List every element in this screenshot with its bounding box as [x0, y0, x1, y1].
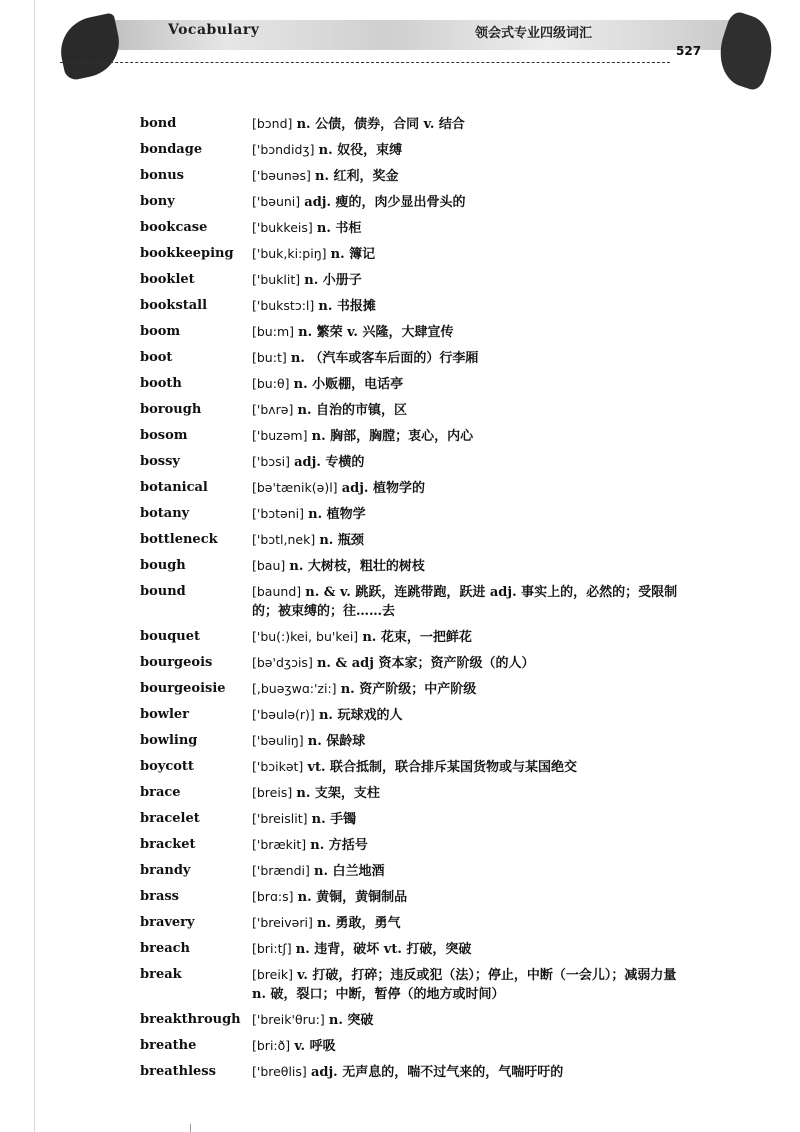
entry-word: bondage [140, 142, 203, 157]
entry-word: brass [140, 889, 179, 904]
entry-word: breach [140, 941, 191, 956]
entry-definition [252, 374, 692, 394]
entry-definition [252, 452, 692, 472]
entry-word: booklet [140, 272, 195, 287]
vocabulary-entry [0, 809, 800, 829]
vocabulary-entry [0, 861, 800, 881]
vocabulary-entry [0, 452, 800, 472]
entry-word: boom [140, 324, 181, 339]
entry-meaning: n. 红利，奖金 [315, 169, 399, 184]
entry-definition [252, 114, 692, 134]
entry-definition [252, 192, 692, 212]
entry-definition [252, 1010, 692, 1030]
vocabulary-entry [0, 166, 800, 186]
entry-word: bracket [140, 837, 196, 852]
entry-definition [252, 348, 692, 368]
vocabulary-entry [0, 270, 800, 290]
bottom-tick-mark [190, 1124, 191, 1132]
vocabulary-entry [0, 426, 800, 446]
entry-meaning: n. 手镯 [311, 812, 357, 827]
entry-definition [252, 913, 692, 933]
header-title: Vocabulary [168, 22, 260, 38]
entry-pronunciation: [brɑ:s] [252, 889, 294, 904]
entry-word: breathe [140, 1038, 197, 1053]
entry-definition [252, 530, 692, 550]
vocabulary-entry [0, 913, 800, 933]
entry-definition [252, 218, 692, 238]
entry-meaning: vt. 联合抵制，联合排斥某国货物或与某国绝交 [307, 760, 578, 775]
vocabulary-entry [0, 556, 800, 576]
vocabulary-entry [0, 114, 800, 134]
entry-word: bourgeois [140, 655, 213, 670]
entry-word: bonus [140, 168, 184, 183]
entry-pronunciation: ['bukkeis] [252, 220, 313, 235]
vocabulary-entry [0, 400, 800, 420]
entry-pronunciation: ['bəulə(r)] [252, 707, 315, 722]
vocabulary-entry [0, 731, 800, 751]
entry-pronunciation: [baund] [252, 584, 302, 599]
entry-meaning: n. & v. 跳跃，连跳带跑，跃进 adj. 事实上的，必然的；受限制的；被束缚的；往……去 [252, 585, 678, 619]
entry-pronunciation: [bri:ð] [252, 1038, 291, 1053]
entry-word: bond [140, 116, 177, 131]
entry-definition [252, 705, 692, 725]
entry-word: bookstall [140, 298, 208, 313]
entry-meaning: n. 花束，一把鲜花 [362, 630, 472, 645]
vocabulary-entry [0, 374, 800, 394]
entry-word: boycott [140, 759, 194, 774]
entry-word: breathless [140, 1064, 216, 1079]
entry-word: bookkeeping [140, 246, 234, 261]
entry-pronunciation: [bə'tænik(ə)l] [252, 480, 338, 495]
entry-definition [252, 809, 692, 829]
entry-word: brace [140, 785, 181, 800]
entry-word: boot [140, 350, 173, 365]
vocabulary-entry [0, 192, 800, 212]
entry-definition [252, 166, 692, 186]
entry-definition [252, 835, 692, 855]
entry-meaning: adj. 瘦的，肉少显出骨头的 [304, 195, 466, 210]
entry-pronunciation: ['bu(:)kei, bu'kei] [252, 629, 359, 644]
entry-definition [252, 504, 692, 524]
entry-meaning: n. 保龄球 [307, 734, 366, 749]
entry-definition [252, 861, 692, 881]
entry-definition [252, 1062, 692, 1082]
entry-pronunciation: ['brækit] [252, 837, 307, 852]
entry-meaning: n. 簿记 [330, 247, 376, 262]
entry-meaning: n. （汽车或客车后面的）行李厢 [290, 351, 479, 366]
page-number: 527 [676, 44, 702, 58]
entry-meaning: adj. 无声息的，喘不过气来的，气喘吁吁的 [310, 1065, 564, 1080]
vocabulary-entry [0, 757, 800, 777]
entry-word: bowling [140, 733, 198, 748]
vocabulary-entry [0, 322, 800, 342]
entry-pronunciation: [bu:t] [252, 350, 287, 365]
entry-pronunciation: [breis] [252, 785, 293, 800]
entry-pronunciation: ['breivəri] [252, 915, 313, 930]
entry-word: bound [140, 584, 186, 599]
entry-pronunciation: ['bɔikət] [252, 759, 304, 774]
entry-pronunciation: ['breislit] [252, 811, 308, 826]
entry-meaning: n. 小贩棚，电话亭 [293, 377, 404, 392]
entry-meaning: n. 奴役，束缚 [318, 143, 403, 158]
entry-meaning: v. 呼吸 [294, 1039, 336, 1054]
entry-definition [252, 478, 692, 498]
entry-pronunciation: [bɔnd] [252, 116, 293, 131]
entry-definition [252, 1036, 692, 1056]
entry-word: bough [140, 558, 186, 573]
entry-word: bookcase [140, 220, 208, 235]
entry-word: bossy [140, 454, 180, 469]
entry-meaning: n. 玩球戏的人 [318, 708, 403, 723]
entry-pronunciation: [bu:m] [252, 324, 294, 339]
vocabulary-entry [0, 783, 800, 803]
entry-definition [252, 757, 692, 777]
vocabulary-entry [0, 939, 800, 959]
entry-word: borough [140, 402, 202, 417]
entry-definition [252, 783, 692, 803]
vocabulary-entry [0, 530, 800, 550]
entry-word: bracelet [140, 811, 200, 826]
vocabulary-entry [0, 627, 800, 647]
vocabulary-entry [0, 705, 800, 725]
entry-pronunciation: ['bəuni] [252, 194, 301, 209]
entry-meaning: n. 白兰地酒 [314, 864, 385, 879]
vocabulary-entry [0, 348, 800, 368]
entry-meaning: n. 植物学 [308, 507, 366, 522]
vocabulary-entry [0, 679, 800, 699]
entry-definition [252, 939, 692, 959]
entry-meaning: n. 方括号 [310, 838, 368, 853]
entry-definition [252, 400, 692, 420]
vocabulary-entry [0, 887, 800, 907]
entry-definition [252, 140, 692, 160]
entry-definition [252, 322, 692, 342]
entry-pronunciation: [bə'dʒɔis] [252, 655, 313, 670]
entry-word: break [140, 967, 182, 982]
vocabulary-entry [0, 965, 800, 1004]
leaf-decoration-icon [55, 12, 126, 81]
entry-pronunciation: ['breik'θru:] [252, 1012, 325, 1027]
vocabulary-entry [0, 244, 800, 264]
entry-meaning: v. 打破，打碎；违反或犯（法）；停止，中断（一会儿）；减弱力量 n. 破，裂口；中断，暂停（的地方或时间） [252, 968, 677, 1002]
entry-pronunciation: [bri:tʃ] [252, 941, 292, 956]
entry-pronunciation: ['bɔtl,nek] [252, 532, 316, 547]
entry-meaning: n. 黄铜，黄铜制品 [297, 890, 408, 905]
entry-meaning: n. 资产阶级；中产阶级 [340, 682, 477, 697]
vocabulary-entry [0, 504, 800, 524]
entry-meaning: adj. 专横的 [294, 455, 365, 470]
entry-pronunciation: ['buzəm] [252, 428, 308, 443]
entry-definition [252, 887, 692, 907]
entry-meaning: n. 勇敢，勇气 [317, 916, 401, 931]
vocabulary-entry [0, 218, 800, 238]
vocabulary-entry [0, 653, 800, 673]
entry-pronunciation: [bu:θ] [252, 376, 290, 391]
entry-meaning: adj. 植物学的 [341, 481, 425, 496]
entry-pronunciation: ['buklit] [252, 272, 301, 287]
entry-definition [252, 679, 692, 699]
entry-word: botanical [140, 480, 208, 495]
entry-definition [252, 244, 692, 264]
vocabulary-entry [0, 835, 800, 855]
entry-pronunciation: ['bɔtəni] [252, 506, 304, 521]
entry-meaning: n. 瓶颈 [319, 533, 364, 548]
entry-pronunciation: [breik] [252, 967, 293, 982]
header-subtitle: 领会式专业四级词汇 [475, 26, 593, 41]
vocabulary-entry [0, 1062, 800, 1082]
entry-word: breakthrough [140, 1012, 241, 1027]
vocabulary-list [0, 114, 800, 1088]
entry-definition [252, 426, 692, 446]
entry-definition [252, 965, 692, 1004]
entry-meaning: n. 公债，债券，合同 v. 结合 [296, 117, 465, 132]
vocabulary-entry [0, 296, 800, 316]
entry-meaning: n. 小册子 [304, 273, 362, 288]
entry-meaning: n. 自治的市镇，区 [297, 403, 408, 418]
entry-word: bowler [140, 707, 190, 722]
vocabulary-entry [0, 478, 800, 498]
entry-meaning: n. 胸部，胸膛；衷心，内心 [311, 429, 474, 444]
entry-word: bony [140, 194, 175, 209]
entry-word: bouquet [140, 629, 201, 644]
entry-meaning: n. 大树枝，粗壮的树枝 [289, 559, 425, 574]
entry-pronunciation: ['bɔsi] [252, 454, 290, 469]
entry-meaning: n. & adj 资本家；资产阶级（的人） [316, 656, 535, 671]
entry-meaning: n. 繁荣 v. 兴隆，大肆宣传 [298, 325, 454, 340]
entry-pronunciation: ['bɔndidʒ] [252, 142, 315, 157]
page-header [60, 0, 770, 80]
entry-pronunciation: ['buk,ki:piŋ] [252, 246, 327, 261]
entry-definition [252, 653, 692, 673]
vocabulary-entry [0, 1036, 800, 1056]
entry-pronunciation: ['breθlis] [252, 1064, 307, 1079]
entry-pronunciation: ['bʌrə] [252, 402, 294, 417]
entry-meaning: n. 书柜 [316, 221, 362, 236]
entry-word: bottleneck [140, 532, 218, 547]
entry-pronunciation: ['bəuliŋ] [252, 733, 304, 748]
entry-definition [252, 731, 692, 751]
entry-pronunciation: [,buəʒwɑ:'zi:] [252, 681, 337, 696]
entry-word: brandy [140, 863, 191, 878]
entry-word: botany [140, 506, 190, 521]
entry-meaning: n. 书报摊 [318, 299, 376, 314]
entry-word: bourgeoisie [140, 681, 226, 696]
entry-meaning: n. 支架，支柱 [296, 786, 380, 801]
entry-word: booth [140, 376, 182, 391]
entry-pronunciation: [bau] [252, 558, 286, 573]
vocabulary-entry [0, 582, 800, 621]
entry-word: bosom [140, 428, 188, 443]
entry-definition [252, 270, 692, 290]
entry-pronunciation: ['bəunəs] [252, 168, 311, 183]
entry-definition [252, 582, 692, 621]
header-dashed-rule [60, 62, 670, 63]
entry-pronunciation: ['bukstɔ:l] [252, 298, 315, 313]
entry-word: bravery [140, 915, 195, 930]
vocabulary-entry [0, 1010, 800, 1030]
entry-definition [252, 296, 692, 316]
entry-meaning: n. 突破 [328, 1013, 374, 1028]
entry-meaning: n. 违背，破坏 vt. 打破，突破 [295, 942, 472, 957]
entry-pronunciation: ['brændi] [252, 863, 310, 878]
entry-definition [252, 627, 692, 647]
entry-definition [252, 556, 692, 576]
vocabulary-entry [0, 140, 800, 160]
